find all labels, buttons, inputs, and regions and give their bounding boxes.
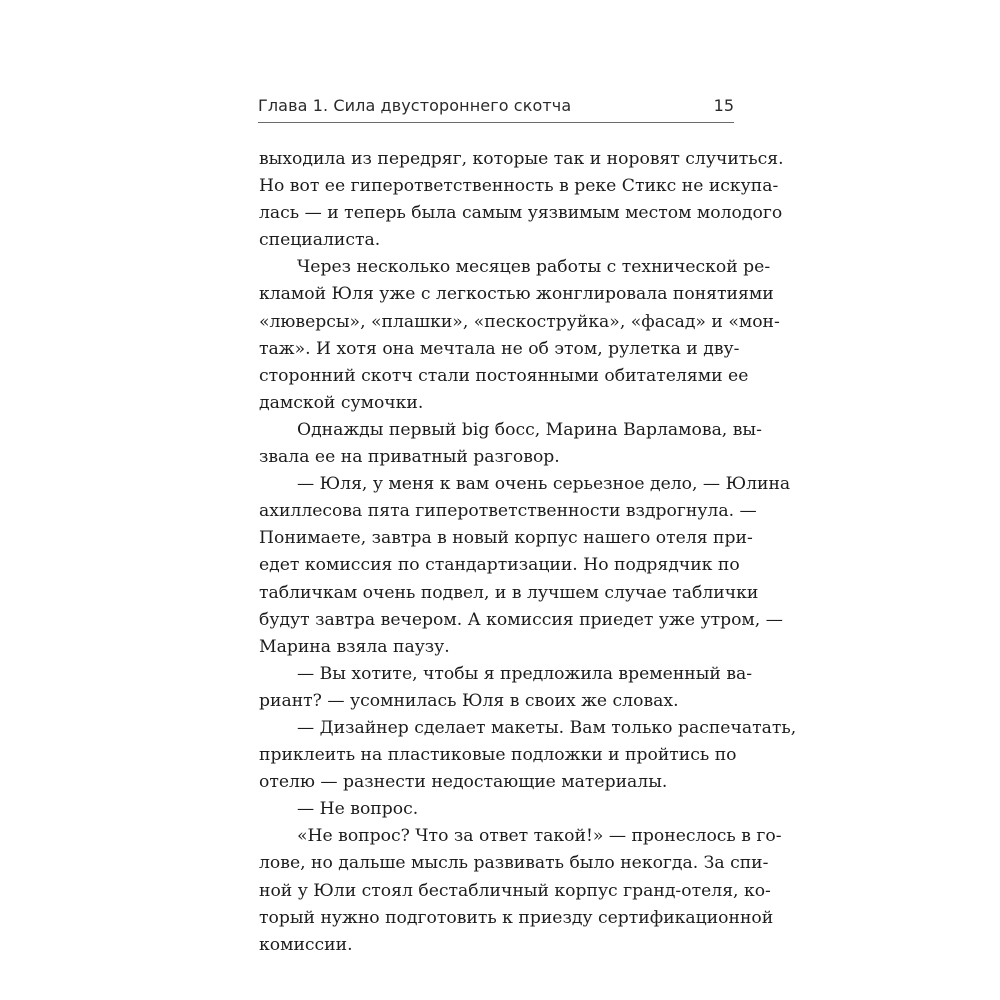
text-line: — Вы хотите, чтобы я предложила временный ва- [297,663,753,684]
body-text [259,146,797,959]
chapter-title: Глава 1. Сила двустороннего скотча [258,96,572,115]
page-number: 15 [713,96,734,115]
text-line: звала ее на приватный разговор. [259,447,560,468]
running-header [258,96,734,123]
text-line: отелю — разнести недостающие материалы. [259,772,668,793]
text-line: риант? — усомнилась Юля в своих же словах. [259,690,679,711]
text-line: — Дизайнер сделает макеты. Вам только распечатать, [297,717,797,738]
text-line: выходила из передряг, которые так и норовят случиться. [259,149,784,169]
text-line: — Не вопрос. [297,799,419,820]
text-line: кламой Юля уже с легкостью жонглировала понятиями [259,284,774,305]
text-line: ахиллесова пята гиперответственности вздрогнула. — [259,501,757,522]
text-line: «Не вопрос? Что за ответ такой!» — пронеслось в го- [297,826,782,847]
text-line: лась — и теперь была самым уязвимым местом молодого [259,203,783,224]
text-line: Через несколько месяцев работы с технической ре- [297,257,771,278]
text-line: Однажды первый big босс, Марина Варламова, вы- [297,419,762,440]
text-line: специалиста. [259,230,381,251]
text-line: таж». И хотя она мечтала не об этом, рулетка и дву- [259,338,740,359]
text-line: ной у Юли стоял бестабличный корпус гранд-отеля, ко- [259,880,771,901]
text-line: будут завтра вечером. А комиссия приедет уже утром, — [259,609,783,630]
text-line: Понимаете, завтра в новый корпус нашего отеля при- [259,528,753,549]
text-line: «люверсы», «плашки», «пескоструйка», «фасад» и «мон- [259,311,780,332]
text-line: Марина взяла паузу. [259,636,450,657]
text-line: комиссии. [259,934,353,955]
text-line: торый нужно подготовить к приезду сертификационной [259,907,774,928]
text-line: лове, но дальше мысль развивать было некогда. За спи- [259,853,769,874]
text-line: табличкам очень подвел, и в лучшем случае таблички [259,582,759,603]
text-line: Но вот ее гиперответственность в реке Стикс не искупа- [259,176,779,197]
text-line: — Юля, у меня к вам очень серьезное дело, — Юлина [297,474,791,495]
text-line: дамской сумочки. [259,392,424,413]
text-line: едет комиссия по стандартизации. Но подрядчик по [259,555,740,576]
text-line: приклеить на пластиковые подложки и пройтись по [259,745,737,766]
text-line: сторонний скотч стали постоянными обитателями ее [259,365,749,386]
